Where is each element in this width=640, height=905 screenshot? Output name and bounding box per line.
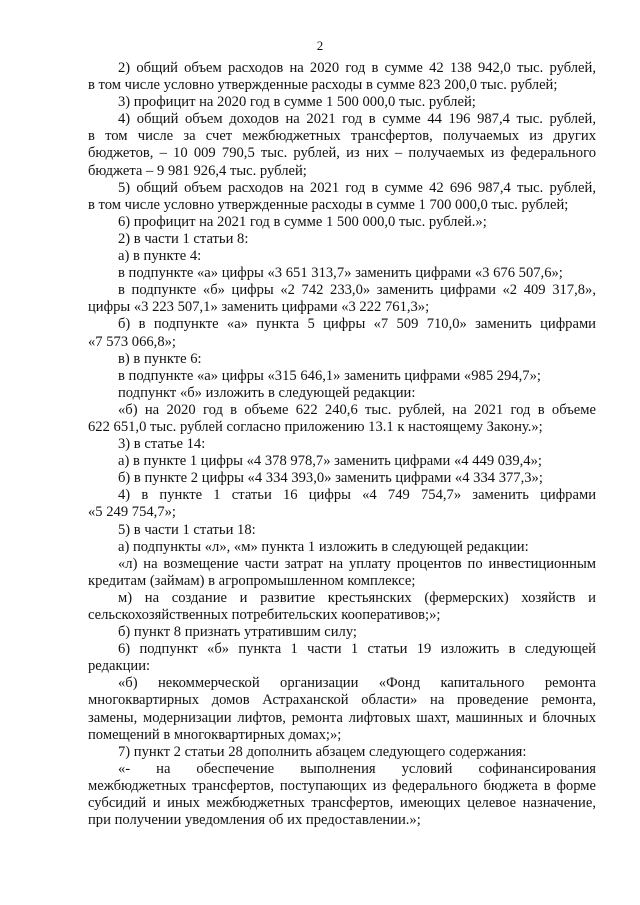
text-line: бюджета – 9 981 926,4 тыс. рублей; — [88, 162, 307, 179]
text-line: 3) в статье 14: — [118, 436, 206, 453]
text-line: межбюджетных трансфертов, поступающих из федерального бюджета в форме — [88, 777, 596, 794]
document-body — [88, 60, 596, 829]
text-line: сельскохозяйственных потребительских кооперативов;»; — [88, 607, 441, 623]
text-line: «б) некоммерческой организации «Фонд капитального ремонта — [118, 675, 596, 692]
text-line: в том числе условно утвержденные расходы в сумме 1 700 000,0 тыс. рублей; — [88, 196, 569, 213]
text-line: субсидий и иных межбюджетных трансфертов, имеющих целевое назначение, — [88, 795, 596, 812]
text-line: а) подпункты «л», «м» пункта 1 изложить в следующей редакции: — [118, 538, 529, 555]
text-line: цифры «3 223 507,1» заменить цифрами «3 222 761,3»; — [88, 299, 430, 316]
text-line: б) в пункте 2 цифры «4 334 393,0» заменить цифрами «4 334 377,3»; — [118, 470, 543, 487]
text-line: а) в пункте 4: — [118, 248, 202, 265]
text-line: 2) общий объем расходов на 2020 год в сумме 42 138 942,0 тыс. рублей, — [118, 60, 596, 76]
text-line: замены, модернизации лифтов, ремонта лифтовых шахт, машинных и блочных — [88, 709, 596, 726]
text-line: в том числе условно утвержденные расходы в сумме 823 200,0 тыс. рублей; — [88, 77, 558, 94]
text-line: 3) профицит на 2020 год в сумме 1 500 000,0 тыс. рублей; — [118, 94, 476, 111]
text-line: 5) общий объем расходов на 2021 год в сумме 42 696 987,4 тыс. рублей, — [118, 179, 596, 196]
text-line: многоквартирных домов Астраханской области» на проведение ремонта, — [88, 692, 596, 709]
text-line: б) в подпункте «а» пункта 5 цифры «7 509 710,0» заменить цифрами — [118, 316, 596, 333]
text-line: 622 651,0 тыс. рублей согласно приложению 13.1 к настоящему Закону.»; — [88, 418, 543, 435]
text-line: в подпункте «а» цифры «315 646,1» заменить цифрами «985 294,7»; — [118, 367, 541, 384]
text-line: «7 573 066,8»; — [88, 333, 176, 350]
text-line: «5 249 754,7»; — [88, 504, 176, 521]
text-line: б) пункт 8 признать утратившим силу; — [118, 624, 357, 641]
text-line: 4) в пункте 1 статьи 16 цифры «4 749 754,7» заменить цифрами — [118, 487, 596, 504]
text-line: при получении уведомления об их предоставлении.»; — [88, 812, 421, 829]
text-line: 5) в части 1 статьи 18: — [118, 521, 256, 538]
text-line: в подпункте «а» цифры «3 651 313,7» заменить цифрами «3 676 507,6»; — [118, 265, 563, 282]
text-line: 2) в части 1 статьи 8: — [118, 230, 249, 247]
text-line: помещений в многоквартирных домах;»; — [88, 726, 342, 743]
text-line: в) в пункте 6: — [118, 350, 202, 367]
text-line: 6) профицит на 2021 год в сумме 1 500 000,0 тыс. рублей.»; — [118, 213, 487, 230]
text-line: м) на создание и развитие крестьянских (фермерских) хозяйств и — [118, 589, 596, 606]
text-line: в том числе за счет межбюджетных трансфертов, получаемых из других — [88, 128, 596, 145]
text-line: 7) пункт 2 статьи 28 дополнить абзацем следующего содержания: — [118, 743, 527, 760]
text-line: бюджетов, – 10 009 790,5 тыс. рублей, из них – получаемых из федерального — [88, 145, 596, 162]
text-line: «л) на возмещение части затрат на уплату процентов по инвестиционным — [118, 555, 596, 572]
text-line: редакции: — [88, 658, 151, 675]
text-line: 6) подпункт «б» пункта 1 части 1 статьи 19 изложить в следующей — [118, 641, 596, 658]
page-number: 2 — [316, 38, 324, 53]
text-line: в подпункте «б» цифры «2 742 233,0» заменить цифрами «2 409 317,8», — [118, 282, 596, 299]
text-line: «б) на 2020 год в объеме 622 240,6 тыс. рублей, на 2021 год в объеме — [118, 401, 596, 418]
text-line: а) в пункте 1 цифры «4 378 978,7» заменить цифрами «4 449 039,4»; — [118, 453, 542, 470]
text-line: 4) общий объем доходов на 2021 год в сумме 44 196 987,4 тыс. рублей, — [118, 111, 596, 128]
text-line: подпункт «б» изложить в следующей редакции: — [118, 384, 416, 401]
text-line: кредитам (займам) в агропромышленном комплексе; — [88, 572, 416, 589]
text-line: «- на обеспечение выполнения условий софинансирования — [118, 760, 596, 777]
